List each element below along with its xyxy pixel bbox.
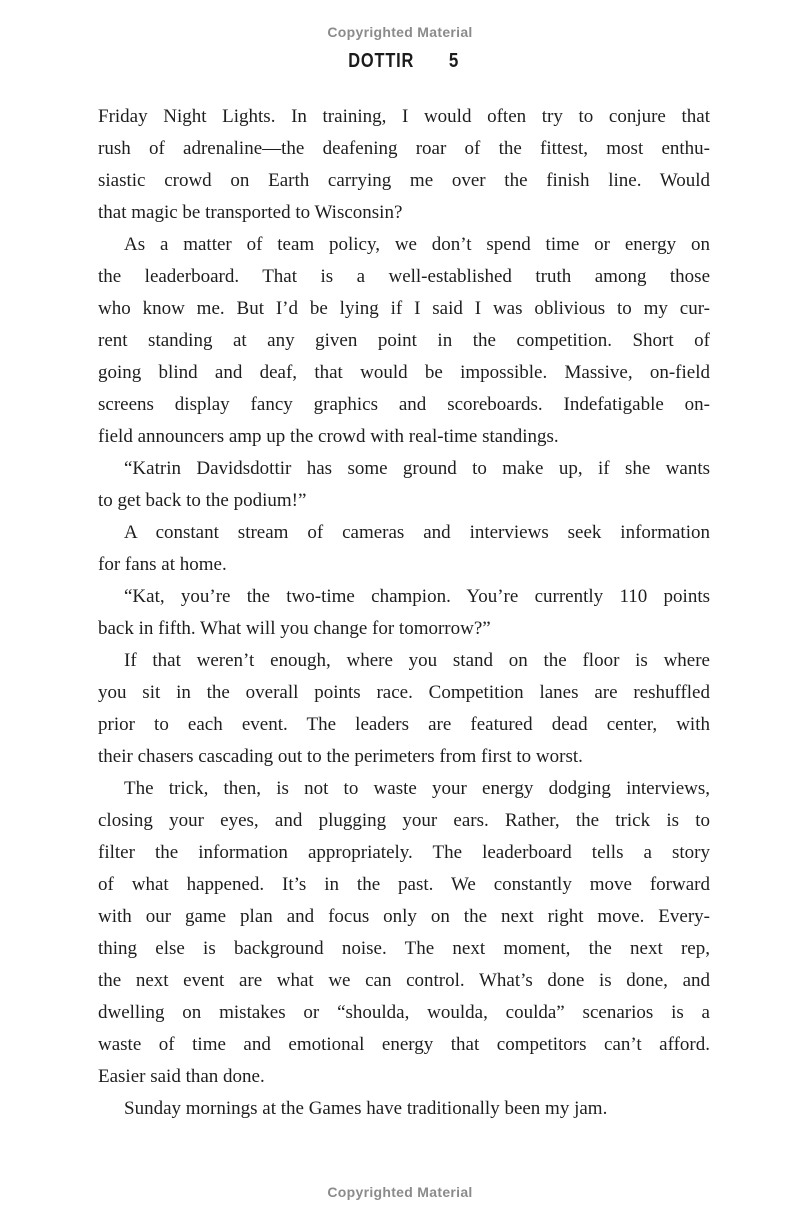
- text-line: of what happened. It’s in the past. We constantly move forward: [98, 874, 710, 895]
- text-line: “Katrin Davidsdottir has some ground to make up, if she wants: [124, 458, 710, 479]
- text-line: siastic crowd on Earth carrying me over the finish line. Would: [98, 170, 710, 191]
- text-line: for fans at home.: [98, 554, 227, 575]
- text-line: The trick, then, is not to waste your energy dodging interviews,: [124, 778, 710, 799]
- text-line: thing else is background noise. The next moment, the next rep,: [98, 938, 710, 959]
- paragraph: [98, 645, 710, 773]
- text-line: field announcers amp up the crowd with real-time standings.: [98, 426, 559, 447]
- text-line: going blind and deaf, that would be impossible. Massive, on-field: [98, 362, 710, 383]
- text-line: Friday Night Lights. In training, I would often try to conjure that: [98, 106, 710, 127]
- text-line: closing your eyes, and plugging your ears. Rather, the trick is to: [98, 810, 710, 831]
- copyright-notice-top: Copyrighted Material: [327, 24, 473, 40]
- paragraph: [98, 101, 710, 229]
- paragraph: [98, 453, 710, 517]
- text-line: with our game plan and focus only on the next right move. Every-: [98, 906, 710, 927]
- text-line: waste of time and emotional energy that competitors can’t afford.: [98, 1034, 710, 1055]
- text-line: the leaderboard. That is a well-established truth among those: [98, 266, 710, 287]
- text-line: A constant stream of cameras and interviews seek information: [124, 522, 710, 543]
- copyright-notice-bottom: Copyrighted Material: [327, 1184, 473, 1200]
- running-header-title: DOTTIR: [347, 50, 414, 72]
- text-line: If that weren’t enough, where you stand on the floor is where: [124, 650, 710, 671]
- text-line: As a matter of team policy, we don’t spend time or energy on: [124, 234, 710, 255]
- text-line: you sit in the overall points race. Competition lanes are reshuffled: [98, 682, 710, 703]
- text-line: the next event are what we can control. What’s done is done, and: [98, 970, 710, 991]
- text-line: “Kat, you’re the two-time champion. You’re currently 110 points: [124, 586, 710, 607]
- running-header-page-number: 5: [448, 50, 459, 72]
- text-line: prior to each event. The leaders are featured dead center, with: [98, 714, 710, 735]
- text-line: rent standing at any given point in the competition. Short of: [98, 330, 710, 351]
- paragraph: [98, 229, 710, 453]
- text-line: back in fifth. What will you change for tomorrow?”: [98, 618, 491, 639]
- paragraph: [98, 517, 710, 581]
- text-line: who know me. But I’d be lying if I said I was oblivious to my cur-: [98, 298, 710, 319]
- text-line: to get back to the podium!”: [98, 490, 307, 511]
- paragraph: [98, 1093, 710, 1125]
- text-line: their chasers cascading out to the perimeters from first to worst.: [98, 746, 583, 767]
- paragraph: [98, 581, 710, 645]
- text-line: screens display fancy graphics and scoreboards. Indefatigable on-: [98, 394, 710, 415]
- running-header: [0, 50, 800, 73]
- paragraph: [98, 773, 710, 1093]
- text-line: rush of adrenaline—the deafening roar of the fittest, most enthu-: [98, 138, 710, 159]
- text-line: filter the information appropriately. The leaderboard tells a story: [98, 842, 710, 863]
- body-text: [98, 101, 710, 1125]
- text-line: Sunday mornings at the Games have traditionally been my jam.: [124, 1098, 608, 1119]
- text-line: dwelling on mistakes or “shoulda, woulda, coulda” scenarios is a: [98, 1002, 710, 1023]
- text-line: that magic be transported to Wisconsin?: [98, 202, 403, 223]
- text-line: Easier said than done.: [98, 1066, 265, 1087]
